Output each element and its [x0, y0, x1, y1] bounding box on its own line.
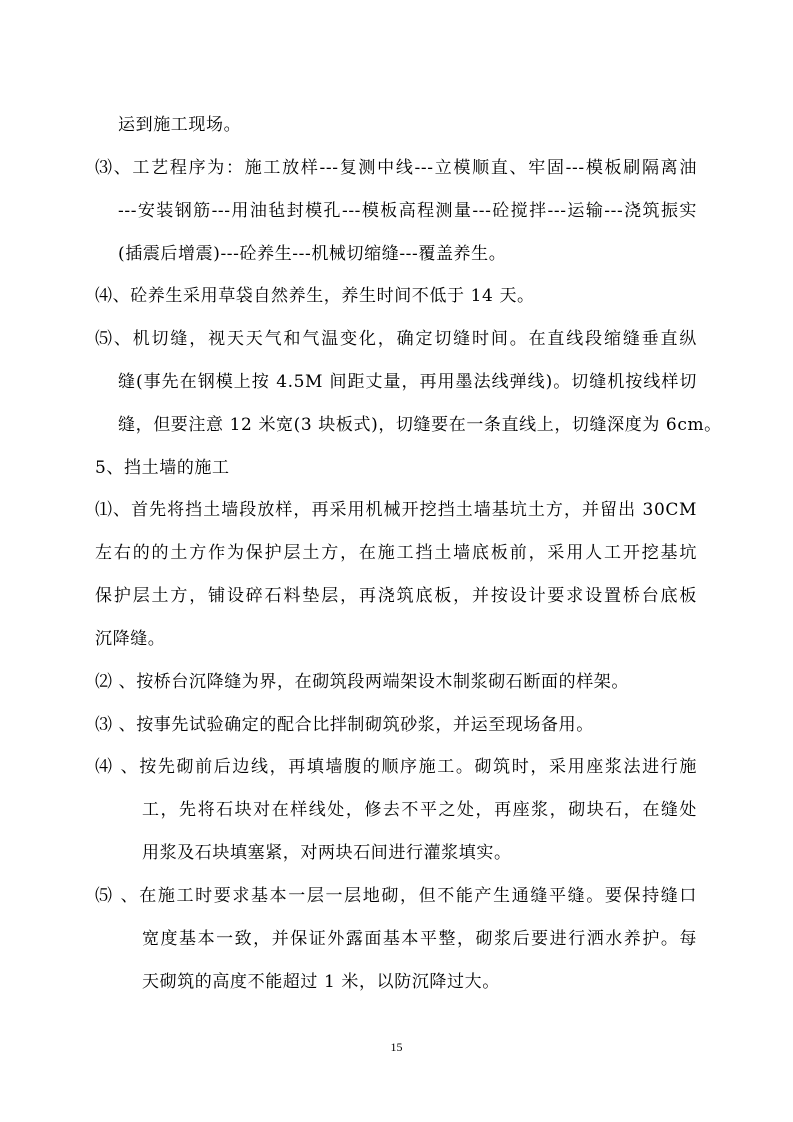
text-line: ⑶、工艺程序为：施工放样---复测中线---立模顺直、牢固---模板刷隔离油: [95, 158, 697, 178]
text-line: 缝，但要注意 12 米宽(3 块板式)，切缝要在一条直线上，切缝深度为 6cm。: [118, 415, 722, 435]
text-line: 运到施工现场。: [118, 115, 242, 135]
text-line: 缝(事先在钢模上按 4.5M 间距丈量，再用墨法线弹线)。切缝机按线样切: [118, 372, 697, 392]
text-line: 保护层土方，铺设碎石料垫层，再浇筑底板，并按设计要求设置桥台底板: [95, 586, 697, 606]
page-number: 15: [390, 1040, 403, 1054]
text-line: ⑸ 、在施工时要求基本一层一层地砌，但不能产生通缝平缝。要保持缝口: [95, 886, 697, 906]
text-line: ⑸、机切缝，视天天气和气温变化，确定切缝时间。在直线段缩缝垂直纵: [95, 329, 697, 349]
text-line: 用浆及石块填塞紧，对两块石间进行灌浆填实。: [142, 843, 512, 863]
text-line: 宽度基本一致，并保证外露面基本平整，砌浆后要进行洒水养护。每: [142, 929, 697, 949]
text-line: 5、挡土墙的施工: [95, 458, 230, 478]
text-line: ⑴、首先将挡土墙段放样，再采用机械开挖挡土墙基坑土方，并留出 30CM: [95, 500, 697, 520]
text-line: ---安装钢筋---用油毡封模孔---模板高程测量---砼搅拌---运输---浇筑振实: [118, 201, 697, 221]
text-line: ⑵ 、按桥台沉降缝为界，在砌筑段两端架设木制浆砌石断面的样架。: [95, 672, 630, 692]
text-line: 沉降缝。: [95, 629, 166, 649]
text-line: 天砌筑的高度不能超过 1 米，以防沉降过大。: [142, 972, 500, 992]
text-line: 左右的的土方作为保护层土方，在施工挡土墙底板前，采用人工开挖基坑: [95, 543, 697, 563]
text-line: ⑷ 、按先砌前后边线，再填墙腹的顺序施工。砌筑时，采用座浆法进行施: [95, 757, 697, 777]
text-line: ⑶ 、按事先试验确定的配合比拌制砌筑砂浆，并运至现场备用。: [95, 715, 594, 735]
text-line: (插震后增震)---砼养生---机械切缩缝---覆盖养生。: [118, 244, 507, 264]
text-line: ⑷、砼养生采用草袋自然养生，养生时间不低于 14 天。: [95, 286, 535, 306]
text-line: 工，先将石块对在样线处，修去不平之处，再座浆，砌块石，在缝处: [142, 800, 697, 820]
